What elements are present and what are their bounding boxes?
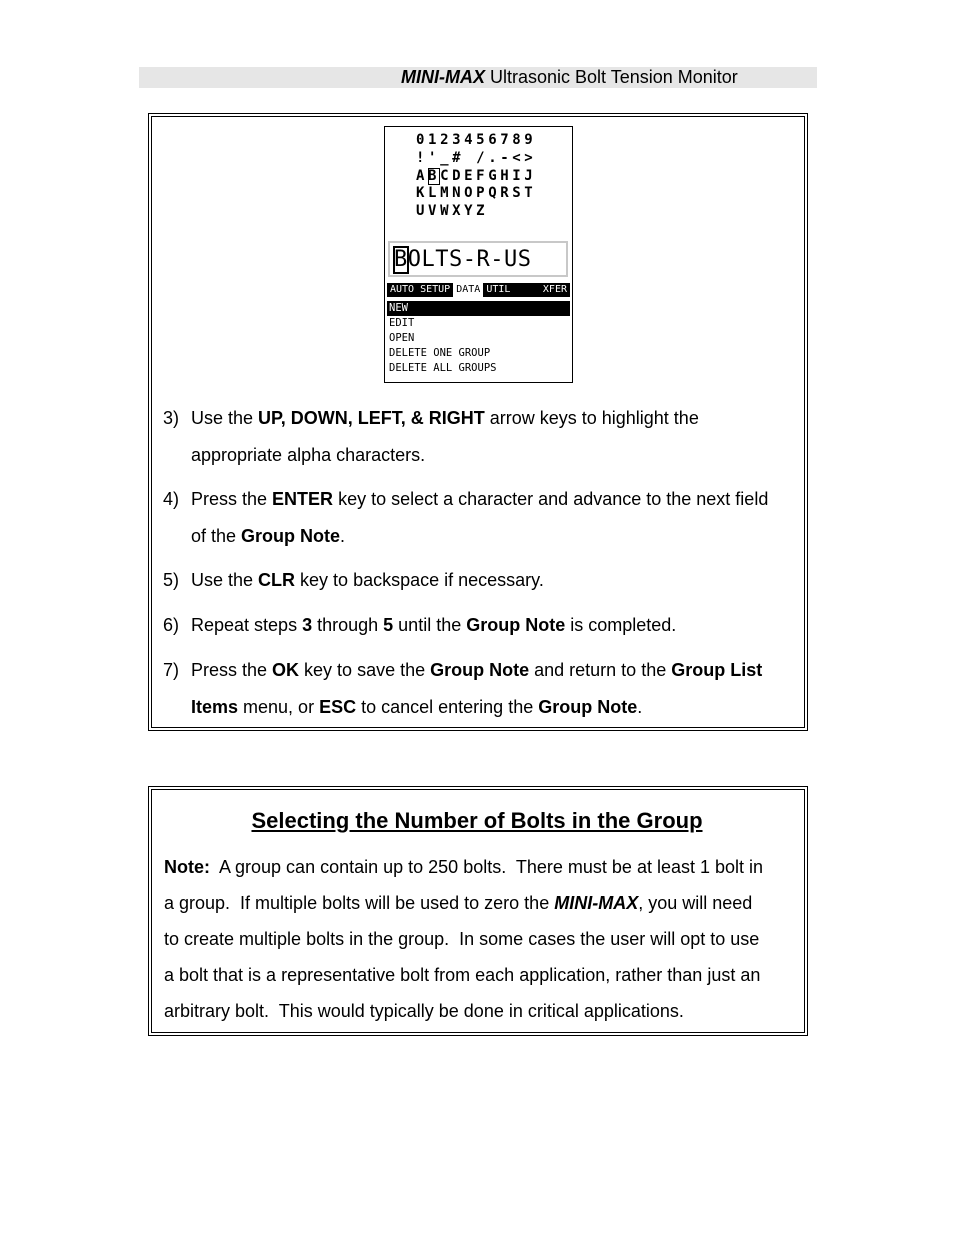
section-text-line: a bolt that is a representative bolt from each application, rather than just an xyxy=(164,965,761,985)
lcd-char: 2 xyxy=(440,132,453,148)
step-text-line: Press the ENTER key to select a character and advance to the next field xyxy=(191,489,769,509)
lcd-char: / xyxy=(476,150,489,166)
char-row-a-j xyxy=(416,168,536,185)
lcd-menu-item[interactable]: DELETE ALL GROUPS xyxy=(389,362,497,374)
lcd-char: T xyxy=(524,185,537,201)
lcd-char: H xyxy=(500,168,513,184)
lcd-char: - xyxy=(500,150,513,166)
lcd-char: F xyxy=(476,168,489,184)
lcd-char: D xyxy=(452,168,465,184)
lcd-menu-item[interactable]: OPEN xyxy=(389,332,415,344)
lcd-menu xyxy=(387,301,570,376)
lcd-menu-item[interactable]: DELETE ONE GROUP xyxy=(389,347,491,359)
lcd-char: A xyxy=(416,168,429,184)
lcd-char: R xyxy=(500,185,513,201)
lcd-menu-item[interactable]: NEW xyxy=(387,301,570,316)
lcd-char: P xyxy=(476,185,489,201)
lcd-tab-bar xyxy=(387,283,570,297)
lcd-char: G xyxy=(488,168,501,184)
char-row-u-z xyxy=(416,203,488,220)
lcd-char: O xyxy=(464,185,477,201)
lcd-menu-item[interactable]: EDIT xyxy=(389,317,415,329)
step-text-line: Use the CLR key to backspace if necessary. xyxy=(191,570,544,590)
lcd-char: C xyxy=(440,168,453,184)
lcd-char: Y xyxy=(464,203,477,219)
lcd-char: E xyxy=(464,168,477,184)
lcd-char: # xyxy=(452,150,465,166)
lcd-char: 8 xyxy=(512,132,525,148)
lcd-char: B xyxy=(428,168,441,184)
lcd-char: K xyxy=(416,185,429,201)
step-number: 4) xyxy=(163,489,180,509)
lcd-tab-util[interactable]: UTIL xyxy=(483,283,513,297)
lcd-char: Q xyxy=(488,185,501,201)
char-row-symbols xyxy=(416,150,536,167)
lcd-char: S xyxy=(512,185,525,201)
lcd-char: ! xyxy=(416,150,429,166)
lcd-char xyxy=(464,150,476,166)
step-number: 7) xyxy=(163,660,180,680)
char-row-digits xyxy=(416,132,536,149)
group-note-text: BOLTS-R-US xyxy=(394,247,532,272)
lcd-screen xyxy=(384,126,573,383)
section-text-line: Note: A group can contain up to 250 bolts. There must be at least 1 bolt in xyxy=(164,857,764,877)
lcd-tab-data[interactable]: DATA xyxy=(453,283,483,297)
lcd-char: 3 xyxy=(452,132,465,148)
step-text-line: Press the OK key to save the Group Note and return to the Group List xyxy=(191,660,763,680)
lcd-char: < xyxy=(512,150,525,166)
header-title: Ultrasonic Bolt Tension Monitor xyxy=(490,67,738,87)
step-text-line: Items menu, or ESC to cancel entering the Group Note. xyxy=(191,697,643,717)
lcd-char: _ xyxy=(440,150,453,166)
lcd-char: 9 xyxy=(524,132,537,148)
lcd-char: 1 xyxy=(428,132,441,148)
section-text-line: to create multiple bolts in the group. In some cases the user will opt to use xyxy=(164,929,760,949)
section-text-line: a group. If multiple bolts will be used to zero the MINI-MAX, you will need xyxy=(164,893,753,913)
lcd-char: W xyxy=(440,203,453,219)
lcd-char: > xyxy=(524,150,537,166)
lcd-char: V xyxy=(428,203,441,219)
lcd-tab-auto-setup[interactable]: AUTO SETUP xyxy=(387,283,453,297)
lcd-char: U xyxy=(416,203,429,219)
lcd-char: . xyxy=(488,150,501,166)
lcd-char: L xyxy=(428,185,441,201)
step-number: 5) xyxy=(163,570,180,590)
lcd-char: J xyxy=(524,168,537,184)
lcd-char: ' xyxy=(428,150,441,166)
lcd-tab-xfer[interactable]: XFER xyxy=(513,283,570,297)
group-note-field xyxy=(388,241,568,277)
lcd-char: X xyxy=(452,203,465,219)
lcd-char: 6 xyxy=(488,132,501,148)
page-header xyxy=(401,67,738,88)
lcd-char: N xyxy=(452,185,465,201)
step-text-line: appropriate alpha characters. xyxy=(191,445,426,465)
step-text-line: of the Group Note. xyxy=(191,526,346,546)
step-number: 3) xyxy=(163,408,180,428)
lcd-char: M xyxy=(440,185,453,201)
section-title: Selecting the Number of Bolts in the Group xyxy=(251,808,703,833)
lcd-char: 0 xyxy=(416,132,429,148)
step-text-line: Repeat steps 3 through 5 until the Group Note is completed. xyxy=(191,615,677,635)
lcd-char: 7 xyxy=(500,132,513,148)
step-number: 6) xyxy=(163,615,180,635)
section-text-line: arbitrary bolt. This would typically be done in critical applications. xyxy=(164,1001,684,1021)
note-cursor: B xyxy=(394,247,408,272)
lcd-char: 4 xyxy=(464,132,477,148)
brand-name: MINI-MAX xyxy=(401,67,485,87)
lcd-char: I xyxy=(512,168,525,184)
char-row-k-t xyxy=(416,185,536,202)
step-text-line: Use the UP, DOWN, LEFT, & RIGHT arrow keys to highlight the xyxy=(191,408,699,428)
lcd-char: 5 xyxy=(476,132,489,148)
lcd-char: Z xyxy=(476,203,489,219)
